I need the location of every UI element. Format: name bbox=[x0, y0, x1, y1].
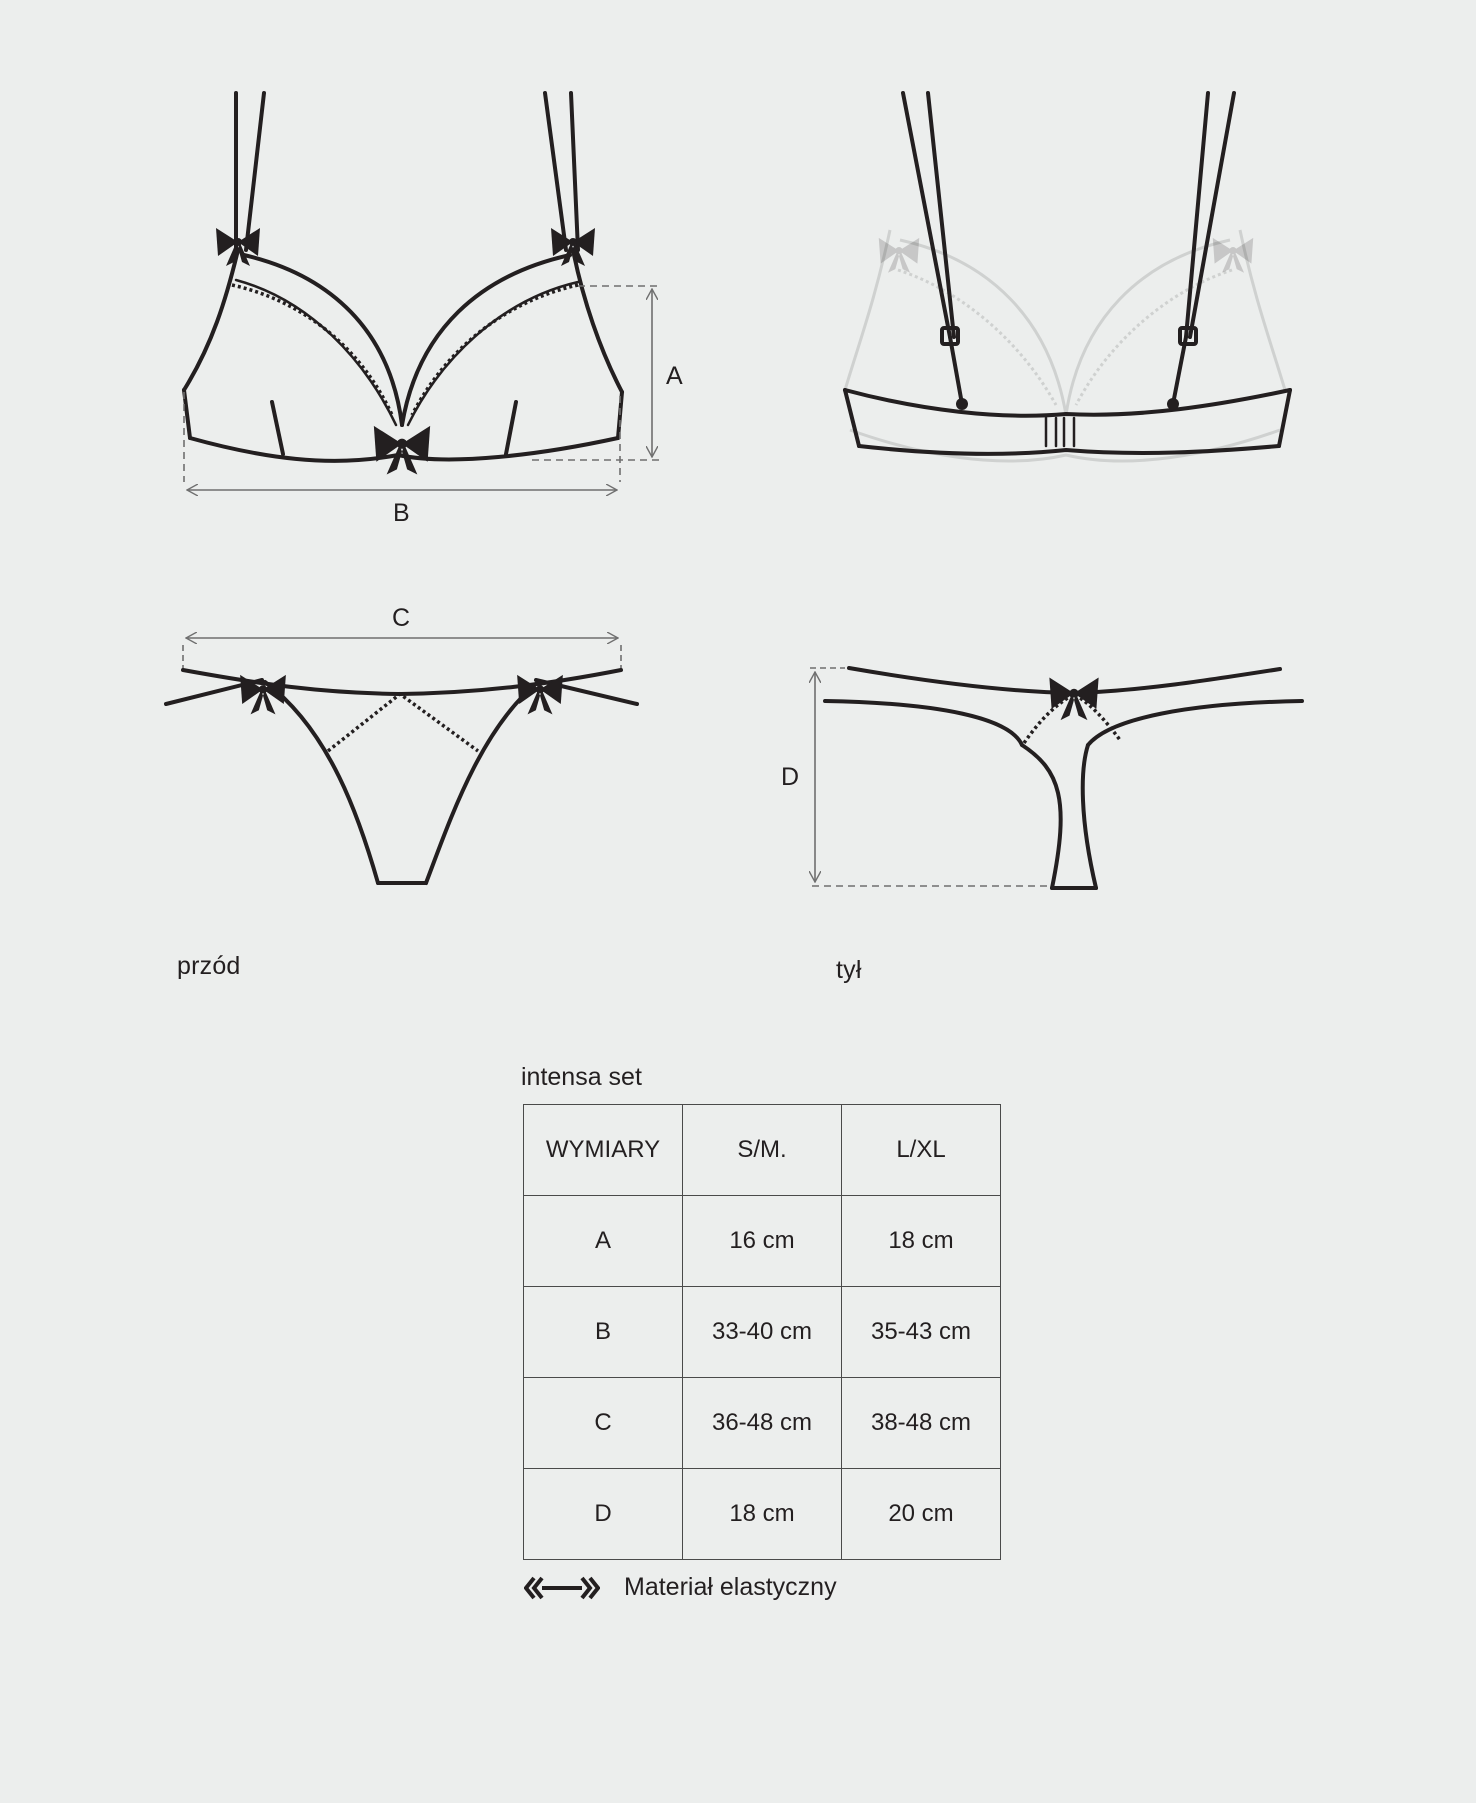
legend-text: Materiał elastyczny bbox=[624, 1573, 837, 1601]
elastic-arrows-icon bbox=[524, 1575, 600, 1601]
thong-front bbox=[166, 670, 637, 883]
dimension-letters bbox=[392, 362, 799, 791]
table-cell: C bbox=[524, 1378, 683, 1469]
table-row bbox=[524, 1469, 1001, 1560]
front-view-label: przód bbox=[177, 952, 241, 980]
dimension-label-a: A bbox=[666, 362, 683, 390]
dimension-label-c: C bbox=[392, 604, 411, 632]
lace-trim bbox=[328, 694, 478, 751]
size-table bbox=[523, 1104, 1001, 1560]
bow-icon bbox=[1049, 678, 1098, 721]
table-cell: 35-43 cm bbox=[842, 1287, 1001, 1378]
dimension-lines bbox=[183, 638, 621, 668]
table-cell: 38-48 cm bbox=[842, 1378, 1001, 1469]
back-view-label: tył bbox=[836, 956, 862, 984]
header-cell: L/XL bbox=[842, 1105, 1001, 1196]
table-header-row bbox=[524, 1105, 1001, 1196]
table-cell: B bbox=[524, 1287, 683, 1378]
lace-trim bbox=[232, 285, 578, 415]
table-cell: D bbox=[524, 1469, 683, 1560]
table-cell: 18 cm bbox=[683, 1469, 842, 1560]
table-cell: 33-40 cm bbox=[683, 1287, 842, 1378]
header-cell: S/M. bbox=[683, 1105, 842, 1196]
legend bbox=[524, 1573, 837, 1602]
table-row bbox=[524, 1378, 1001, 1469]
header-cell: WYMIARY bbox=[524, 1105, 683, 1196]
table-cell: 36-48 cm bbox=[683, 1378, 842, 1469]
table-cell: 20 cm bbox=[842, 1469, 1001, 1560]
table-row bbox=[524, 1196, 1001, 1287]
table-cell: A bbox=[524, 1196, 683, 1287]
table-row bbox=[524, 1287, 1001, 1378]
dimension-label-b: B bbox=[393, 499, 410, 527]
thong-back bbox=[825, 668, 1302, 888]
strap-slider bbox=[942, 328, 1196, 344]
bra-front bbox=[184, 93, 622, 461]
dimension-label-d: D bbox=[781, 763, 800, 791]
table-cell: 18 cm bbox=[842, 1196, 1001, 1287]
set-title: intensa set bbox=[521, 1063, 642, 1091]
table-cell: 16 cm bbox=[683, 1196, 842, 1287]
